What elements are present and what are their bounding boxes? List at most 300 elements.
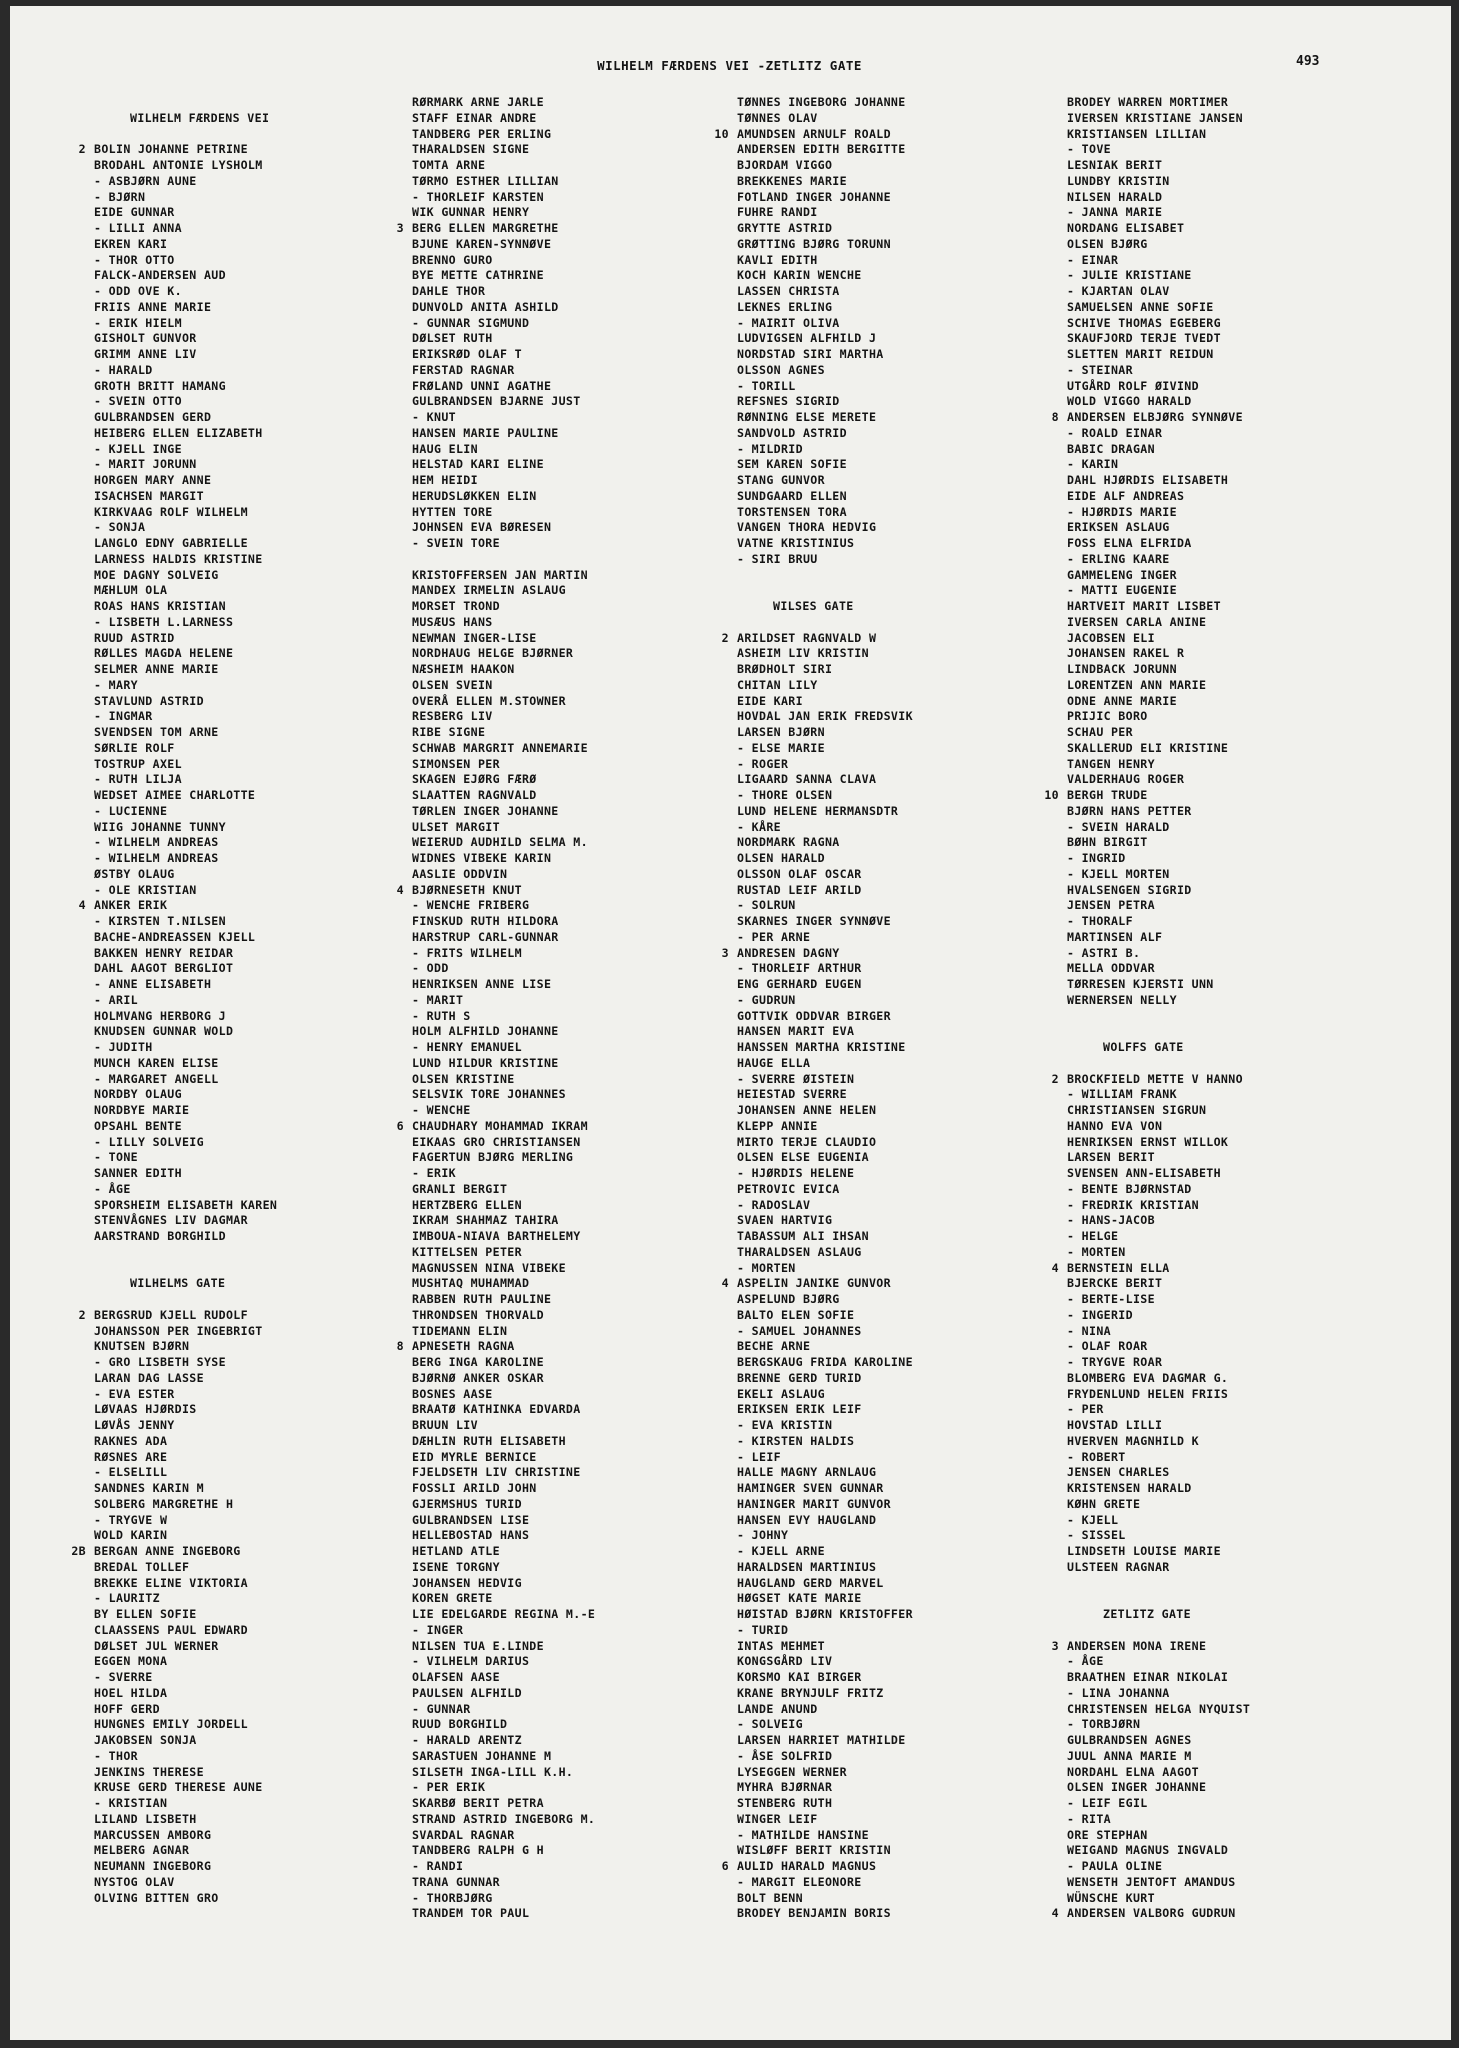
resident-name: - LINA JOHANNA [1067,1685,1170,1700]
resident-entry [1067,946,1407,962]
resident-name: THRONDSEN THORVALD [412,1307,544,1322]
resident-entry [1067,442,1407,458]
resident-entry [737,142,1077,158]
resident-name: ISENE TORGNY [412,1559,500,1574]
resident-name: APNESETH RAGNA [412,1339,515,1354]
resident-name: - LILLY SOLVEIG [94,1134,204,1149]
resident-entry [412,1261,752,1277]
resident-name: - WENCHE [412,1103,471,1117]
resident-entry [737,1371,1077,1387]
resident-entry [94,457,434,473]
resident-entry [412,1040,752,1056]
resident-entry [94,1465,434,1481]
resident-name: TRANA GUNNAR [412,1874,500,1889]
resident-name: OVERÅ ELLEN M.STOWNER [412,693,566,708]
resident-entry [412,1875,752,1891]
resident-name: - SVEIN OTTO [94,394,182,409]
resident-name: MOE DAGNY SOLVEIG [94,567,219,582]
blank-line [1067,1009,1407,1025]
resident-entry [412,1749,752,1765]
resident-name: - MARGARET ANGELL [94,1071,219,1086]
resident-name: VATNE KRISTINIUS [737,536,855,550]
resident-name: FUHRE RANDI [737,205,818,220]
resident-entry [412,426,752,442]
resident-entry [94,631,434,647]
resident-name: RUUD ASTRID [94,630,175,645]
resident-name: FRIIS ANNE MARIE [94,299,212,314]
resident-entry [737,1891,1077,1907]
resident-entry [1067,379,1407,395]
house-number: 4 [396,882,404,897]
resident-entry [412,1355,752,1371]
resident-name: OLSSON OLAF OSCAR [737,866,862,881]
resident-name: VALDERHAUG ROGER [1067,772,1185,787]
resident-name: SARASTUEN JOHANNE M [412,1748,552,1763]
resident-entry [1051,1638,1407,1655]
resident-entry [94,1087,434,1103]
resident-name: GRIMM ANNE LIV [94,347,197,361]
resident-name: EID MYRLE BERNICE [412,1449,537,1464]
resident-name: HØGSET KATE MARIE [737,1591,862,1606]
resident-name: - MARGIT ELEONORE [737,1874,862,1889]
resident-name: LUNDBY KRISTIN [1067,173,1170,188]
resident-entry [1067,883,1407,899]
resident-name: OLSEN KRISTINE [412,1071,515,1086]
resident-entry [94,1686,434,1702]
resident-name: - MORTEN [737,1260,796,1275]
resident-entry [737,505,1077,521]
resident-entry [737,347,1077,363]
blank-line [94,1261,434,1277]
resident-entry [737,1702,1077,1718]
resident-name: - EVA KRISTIN [737,1418,833,1432]
resident-name: - WILHELM ANDREAS [94,835,219,850]
resident-name: - HELGE [1067,1229,1119,1243]
resident-name: JENSEN PETRA [1067,898,1155,913]
resident-entry [94,1229,434,1245]
resident-entry [94,961,434,977]
resident-name: IVERSEN CARLA ANINE [1067,614,1207,629]
resident-name: LØVAAS HJØRDIS [94,1402,197,1417]
resident-name: GROTH BRITT HAMANG [94,378,226,393]
resident-entry [94,1434,434,1450]
resident-name: SEM KAREN SOFIE [737,457,847,472]
resident-name: - TRYGVE ROAR [1067,1355,1163,1369]
resident-name: BERG ELLEN MARGRETHE [412,221,559,235]
resident-entry [412,1765,752,1781]
resident-name: RESBERG LIV [412,709,493,724]
resident-name: HARTVEIT MARIT LISBET [1067,599,1221,613]
resident-name: VANGEN THORA HEDVIG [737,520,877,535]
resident-name: ISACHSEN MARGIT [94,488,204,503]
resident-name: MUNCH KAREN ELISE [94,1055,219,1070]
resident-entry [412,788,752,804]
resident-name: BJØRNESETH KNUT [412,882,522,897]
resident-name: - LEIF EGIL [1067,1796,1148,1810]
resident-name: WEDSET AIMEE CHARLOTTE [94,788,256,802]
resident-name: HELLEBOSTAD HANS [412,1528,530,1543]
resident-entry [737,1607,1077,1623]
resident-name: TØRMO ESTHER LILLIAN [412,173,559,188]
resident-name: WIIG JOHANNE TUNNY [94,819,226,834]
resident-name: IKRAM SHAHMAZ TAHIRA [412,1213,559,1228]
resident-name: TOMTA ARNE [412,158,486,172]
resident-entry [737,457,1077,473]
resident-entry [412,347,752,363]
resident-entry [94,1670,434,1686]
resident-entry [737,867,1077,883]
resident-entry [1067,1686,1407,1702]
resident-entry [1067,1843,1407,1859]
resident-name: ØSTBY OLAUG [94,866,175,881]
resident-entry [1067,489,1407,505]
resident-entry [412,1654,752,1670]
resident-entry [94,1513,434,1529]
resident-entry [737,1780,1077,1796]
resident-entry [94,1402,434,1418]
resident-entry [737,1875,1077,1891]
resident-entry [94,1103,434,1119]
resident-name: HANSEN MARIT EVA [737,1024,855,1039]
resident-name: - THORE OLSEN [737,788,833,802]
resident-name: OLSSON AGNES [737,362,825,377]
resident-name: - ERIK HIELM [94,315,182,330]
resident-name: - MARIT JORUNN [94,457,197,472]
resident-name: ASPELIN JANIKE GUNVOR [737,1276,891,1291]
resident-name: - SOLVEIG [737,1717,803,1732]
resident-entry [94,1639,434,1655]
resident-name: JAKOBSEN SONJA [94,1733,197,1747]
resident-name: ASPELUND BJØRG [737,1292,840,1306]
resident-entry [94,1702,434,1718]
resident-name: BRAATHEN EINAR NIKOLAI [1067,1670,1229,1684]
resident-entry [94,1387,434,1403]
resident-name: - MAIRIT OLIVA [737,315,840,330]
resident-entry [737,883,1077,899]
resident-entry [412,1686,752,1702]
resident-name: - THORLEIF ARTHUR [737,961,862,976]
resident-entry [737,1040,1077,1056]
resident-name: - GRO LISBETH SYSE [94,1355,226,1369]
resident-entry [737,331,1077,347]
resident-entry [1067,237,1407,253]
resident-name: BOLIN JOHANNE PETRINE [94,142,248,157]
resident-entry [412,1670,752,1686]
resident-entry [412,1796,752,1812]
resident-name: - MARY [94,677,138,692]
resident-name: HOVDAL JAN ERIK FREDSVIK [737,709,913,724]
resident-entry [737,709,1077,725]
resident-name: - SOLRUN [737,898,796,913]
resident-entry [1067,914,1407,930]
house-number: 4 [1051,1906,1059,1921]
resident-entry [737,1261,1077,1277]
resident-name: GULBRANDSEN LISE [412,1512,530,1527]
resident-name: WIK GUNNAR HENRY [412,205,530,220]
resident-entry [94,1213,434,1229]
resident-entry [737,1166,1077,1182]
resident-entry [94,662,434,678]
resident-name: CHAUDHARY MOHAMMAD IKRAM [412,1118,588,1133]
street-heading [737,599,1077,615]
resident-name: KRANE BRYNJULF FRITZ [737,1685,884,1700]
resident-name: - ROBERT [1067,1449,1126,1464]
resident-name: WEIGAND MAGNUS INGVALD [1067,1843,1229,1858]
resident-entry [412,977,752,993]
resident-entry [94,820,434,836]
resident-entry [737,1528,1077,1544]
resident-entry [412,1607,752,1623]
resident-entry [737,1308,1077,1324]
house-number: 4 [721,1276,729,1291]
resident-entry [412,363,752,379]
resident-name: RAKNES ADA [94,1433,168,1448]
resident-entry [94,599,434,615]
resident-entry [737,1717,1077,1733]
resident-name: - NINA [1067,1323,1111,1338]
resident-name: - ODD OVE K. [94,284,182,298]
resident-name: - EINAR [1067,252,1119,267]
directory-column-3 [714,95,1077,1922]
resident-entry [737,835,1077,851]
resident-name: LANGLO EDNY GABRIELLE [94,536,248,550]
resident-entry [737,489,1077,505]
resident-name: HORGEN MARY ANNE [94,473,212,487]
resident-entry [737,300,1077,316]
resident-entry [412,205,752,221]
resident-entry [1051,1071,1407,1088]
house-number: 10 [714,126,729,141]
resident-name: EIKAAS GRO CHRISTIANSEN [412,1134,581,1149]
resident-name: LARSEN HARRIET MATHILDE [737,1733,906,1747]
resident-name: BØHN BIRGIT [1067,835,1148,850]
resident-entry [737,1796,1077,1812]
resident-name: HOLM ALFHILD JOHANNE [412,1024,559,1039]
resident-entry [737,552,1077,568]
resident-entry [94,520,434,536]
resident-name: BABIC DRAGAN [1067,441,1155,456]
resident-name: - KNUT [412,410,456,424]
resident-entry [1067,1292,1407,1308]
resident-entry [412,190,752,206]
resident-name: - SVEIN HARALD [1067,819,1170,834]
resident-entry [1067,426,1407,442]
resident-name: - LAURITZ [94,1591,160,1606]
resident-entry [737,1182,1077,1198]
resident-entry [94,1166,434,1182]
resident-entry [94,284,434,300]
resident-entry [1067,1213,1407,1229]
resident-entry [1051,410,1407,426]
resident-entry [737,820,1077,836]
resident-entry [737,1387,1077,1403]
resident-name: NILSEN HARALD [1067,189,1163,204]
resident-name: - FREDRIK KRISTIAN [1067,1197,1199,1212]
resident-name: PAULSEN ALFHILD [412,1685,522,1700]
resident-name: HANINGER MARIT GUNVOR [737,1496,891,1511]
resident-name: OLSEN BJØRG [1067,236,1148,251]
resident-name: LØVÅS JENNY [94,1418,175,1432]
resident-entry [412,741,752,757]
resident-name: - JULIE KRISTIANE [1067,268,1192,283]
resident-entry [94,505,434,521]
resident-entry [412,1182,752,1198]
resident-name: SLAATTEN RAGNVALD [412,788,537,802]
resident-entry [94,1355,434,1371]
resident-entry [94,158,434,174]
resident-name: LARAN DAG LASSE [94,1370,204,1385]
resident-entry [1067,268,1407,284]
resident-entry [94,725,434,741]
house-number: 10 [1044,788,1059,802]
resident-entry [737,520,1077,536]
resident-name: - KIRSTEN HALDIS [737,1433,855,1448]
house-number: 3 [396,221,404,235]
resident-entry [1067,457,1407,473]
resident-name: - KRISTIAN [94,1796,168,1810]
resident-entry [94,363,434,379]
resident-name: - OLE KRISTIAN [94,882,197,897]
resident-entry [737,1450,1077,1466]
resident-entry [1067,993,1407,1009]
resident-entry [94,804,434,820]
resident-entry [737,158,1077,174]
resident-entry [1067,520,1407,536]
resident-name: BJORDAM VIGGO [737,158,833,172]
resident-entry [412,1828,752,1844]
resident-name: NYSTOG OLAV [94,1874,175,1889]
resident-name: - WILHELM ANDREAS [94,851,219,865]
resident-entry [721,1276,1077,1292]
resident-entry [737,646,1077,662]
resident-name: - MATHILDE HANSINE [737,1827,869,1842]
street-heading [1067,1040,1407,1056]
resident-name: ASHEIM LIV KRISTIN [737,646,869,661]
resident-entry [412,1465,752,1481]
directory-column-4 [1044,95,1407,1922]
resident-name: IMBOUA-NIAVA BARTHELEMY [412,1229,581,1243]
resident-name: SCHWAB MARGRIT ANNEMARIE [412,740,588,755]
resident-entry [412,1497,752,1513]
resident-entry [737,1292,1077,1308]
resident-entry [396,221,752,237]
resident-entry [1067,1765,1407,1781]
resident-name: KRISTENSEN HARALD [1067,1481,1192,1495]
resident-name: KOREN GRETE [412,1591,493,1606]
house-number: 2 [78,1307,86,1322]
resident-entry [94,835,434,851]
resident-name: SUNDGAARD ELLEN [737,488,847,503]
resident-entry [412,1387,752,1403]
resident-name: LUND HELENE HERMANSDTR [737,803,899,818]
resident-name: - SVEIN TORE [412,536,500,550]
blank-line [1067,1056,1407,1072]
resident-entry [94,1654,434,1670]
resident-name: JOHANSEN ANNE HELEN [737,1103,877,1117]
resident-name: - KIRSTEN T.NILSEN [94,914,226,928]
resident-name: LESNIAK BERIT [1067,158,1163,172]
resident-entry [1067,127,1407,143]
resident-name: - BJØRN [94,189,146,204]
resident-entry [412,1135,752,1151]
resident-entry [1067,646,1407,662]
resident-name: BAKKEN HENRY REIDAR [94,945,234,960]
resident-entry [737,1213,1077,1229]
resident-name: MYHRA BJØRNAR [737,1780,833,1795]
resident-entry [412,1402,752,1418]
resident-name: SIMONSEN PER [412,756,500,771]
resident-name: HENRIKSEN ANNE LISE [412,977,552,991]
house-number: 2 [1051,1071,1059,1086]
scan-border-right [1451,0,1459,2048]
resident-name: HANSEN EVY HAUGLAND [737,1512,877,1527]
resident-name: RABBEN RUTH PAULINE [412,1292,552,1306]
resident-entry [412,678,752,694]
resident-entry [737,725,1077,741]
resident-entry [94,930,434,946]
resident-entry [1067,694,1407,710]
resident-name: SCHIVE THOMAS EGEBERG [1067,315,1221,330]
resident-name: HYTTEN TORE [412,504,493,519]
resident-name: SANDNES KARIN M [94,1481,204,1495]
resident-name: - INGMAR [94,709,153,724]
resident-entry [737,221,1077,237]
resident-entry [737,1465,1077,1481]
resident-name: - HARALD [94,362,153,377]
resident-name: KAVLI EDITH [737,252,818,267]
resident-name: HAUGE ELLA [737,1055,811,1070]
resident-entry [737,788,1077,804]
resident-name: MORSET TROND [412,599,500,613]
resident-entry [1067,95,1407,111]
resident-name: ULSTEEN RAGNAR [1067,1559,1170,1574]
resident-entry [737,1843,1077,1859]
resident-entry [94,1891,434,1907]
resident-name: BRØDHOLT SIRI [737,662,833,676]
resident-entry [1067,1103,1407,1119]
resident-name: AARSTRAND BORGHILD [94,1229,226,1243]
resident-entry [737,930,1077,946]
resident-entry [412,1072,752,1088]
resident-name: - SISSEL [1067,1528,1126,1543]
resident-entry [737,1402,1077,1418]
resident-name: SKAGEN EJØRG FÆRØ [412,772,537,787]
resident-entry [737,1150,1077,1166]
resident-entry [737,174,1077,190]
resident-name: - SVERRE ØISTEIN [737,1071,855,1086]
resident-entry [1067,1119,1407,1135]
resident-entry [1067,1749,1407,1765]
resident-name: HVERVEN MAGNHILD K [1067,1433,1199,1448]
resident-entry [1067,1717,1407,1733]
resident-entry [737,536,1077,552]
resident-name: - ELSE MARIE [737,740,825,755]
resident-name: OPSAHL BENTE [94,1118,182,1133]
resident-entry [737,898,1077,914]
resident-name: BOLT BENN [737,1890,803,1905]
resident-entry [94,993,434,1009]
resident-entry [412,898,752,914]
resident-entry [94,253,434,269]
resident-name: SVENSEN ANN-ELISABETH [1067,1166,1221,1180]
resident-entry [412,1166,752,1182]
resident-entry [1067,1528,1407,1544]
resident-entry [412,394,752,410]
resident-entry [737,1229,1077,1245]
resident-name: LORENTZEN ANN MARIE [1067,677,1207,692]
resident-name: SØRLIE ROLF [94,740,175,755]
resident-name: HØISTAD BJØRN KRISTOFFER [737,1607,913,1621]
